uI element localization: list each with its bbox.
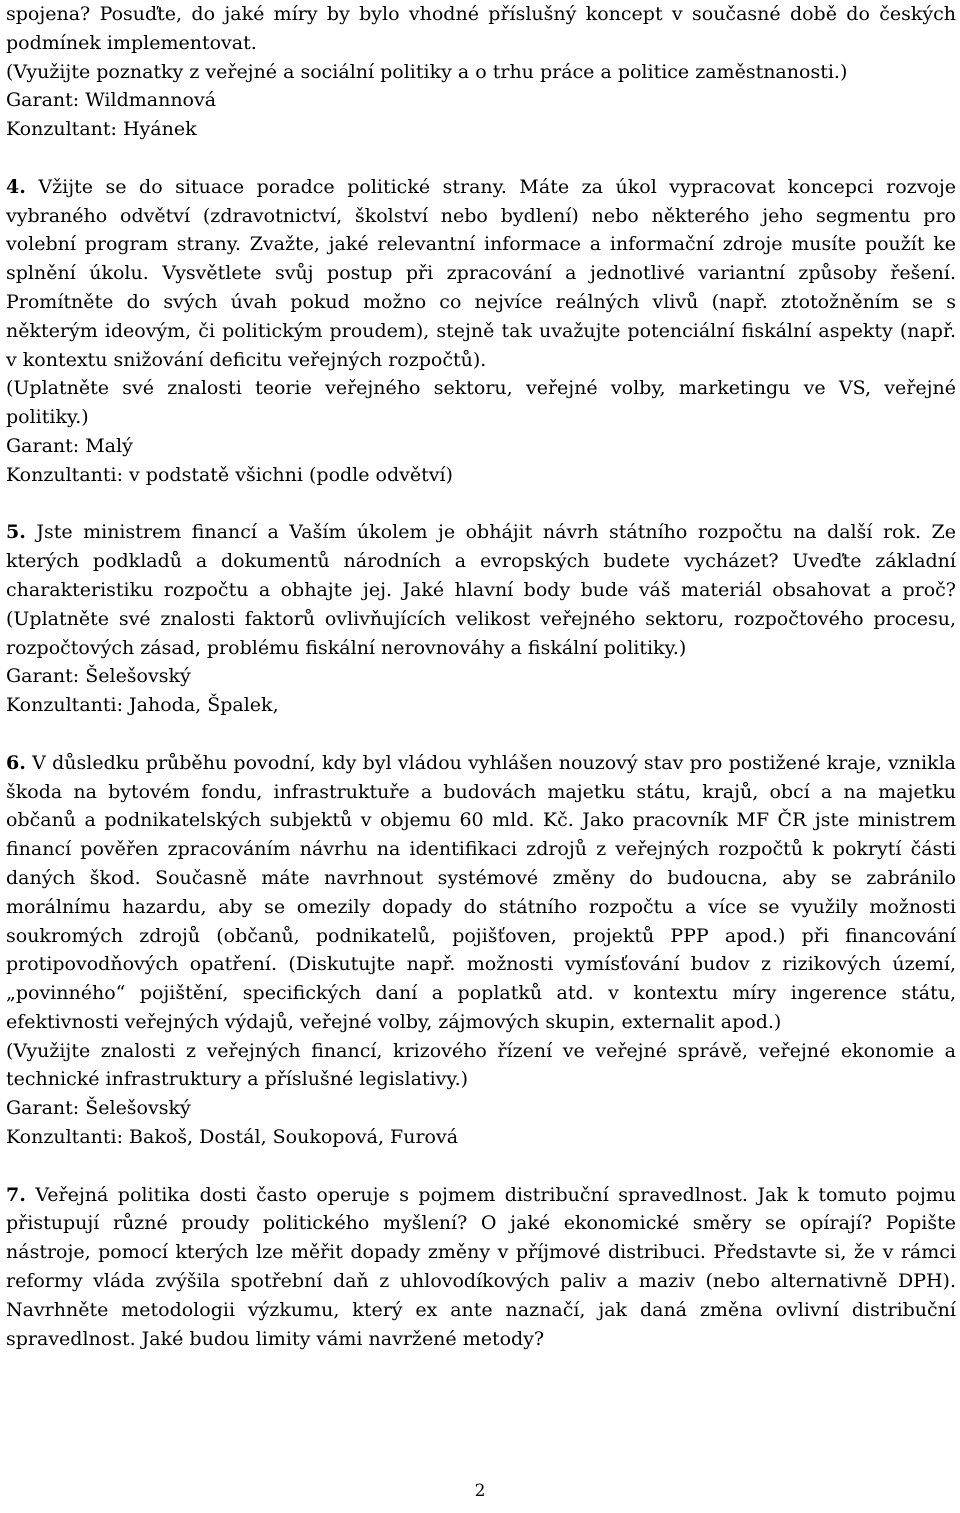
- topic-5-garant: Garant: Šelešovský: [6, 665, 191, 688]
- intro-note: (Využijte poznatky z veřejné a sociální politiky a o trhu práce a politice zaměstnanosti.): [6, 60, 848, 83]
- topic-6-number: 6.: [6, 751, 26, 774]
- topic-5-paragraph: [6, 518, 956, 662]
- topic-4-konzultant: Konzultanti: v podstatě všichni (podle odvětví): [6, 463, 453, 486]
- spacer: [6, 490, 956, 519]
- page-number: 2: [474, 1481, 486, 1501]
- topic-4-paragraph: [6, 173, 956, 375]
- spacer: [6, 720, 956, 749]
- topic-6-text: V důsledku průběhu povodní, kdy byl vládou vyhlášen nouzový stav pro postižené kraje, vznikla škoda na bytovém fondu, infrastruktuře a budovách majetku státu, krajů, obcí a na majetku občanů a podnikatelských subjektů v objemu 60 mld. Kč. Jako pracovník MF ČR jste ministrem financí pověřen zpracováním návrhu na identifikaci zdrojů z veřejných rozpočtů k pokrytí části daných škod. Současně máte navrhnout systémové změny do budoucna, aby se zabránilo morálnímu hazardu, aby se omezily dopady do státního rozpočtu a více se využily možnosti soukromých zdrojů (občanů, podnikatelů, pojišťoven, projektů PPP apod.) při financování protipovodňových opatření. (Diskutujte např. možnosti vymísťování budov z rizikových území, „povinného“ pojištění, specifických daní a poplatků atd. v kontextu míry ingerence státu, efektivnosti veřejných výdajů, veřejné volby, zájmových skupin, externalit apod.): [6, 751, 956, 1033]
- spacer: [6, 144, 956, 173]
- topic-5-konzultant: Konzultanti: Jahoda, Špalek,: [6, 694, 279, 717]
- spacer: [6, 1152, 956, 1181]
- topic-6-paragraph: [6, 749, 956, 1037]
- document-page: [6, 0, 956, 1353]
- topic-4-garant: Garant: Malý: [6, 434, 133, 457]
- topic-5-number: 5.: [6, 521, 26, 544]
- topic-6-konzultant: Konzultanti: Bakoš, Dostál, Soukopová, Furová: [6, 1126, 459, 1149]
- intro-garant: Garant: Wildmannová: [6, 89, 217, 112]
- topic-6-note: (Využijte znalosti z veřejných financí, krizového řízení ve veřejné správě, veřejné ekonomie a technické infrastruktury a příslušné legislativy.): [6, 1039, 956, 1091]
- topic-4-note: (Uplatněte své znalosti teorie veřejného sektoru, veřejné volby, marketingu ve VS, veřejné politiky.): [6, 377, 956, 429]
- topic-7-text: Veřejná politika dosti často operuje s pojmem distribuční spravedlnost. Jak k tomuto pojmu přistupují různé proudy politického myšlení? O jaké ekonomické směry se opírají? Popište nástroje, pomocí kterých lze měřit dopady změny v příjmové distribuci. Představte si, že v rámci reformy vláda zvýšila spotřební daň z uhlovodíkových paliv a maziv (nebo alternativně DPH). Navrhněte metodologii výzkumu, který ex ante naznačí, jak daná změna ovlivní distribuční spravedlnost. Jaké budou limity vámi navržené metody?: [6, 1183, 956, 1350]
- intro-paragraph: spojena? Posuďte, do jaké míry by bylo vhodné příslušný koncept v současné době do českých podmínek implementovat.: [6, 3, 956, 54]
- topic-6-garant: Garant: Šelešovský: [6, 1097, 191, 1120]
- topic-5-text: Jste ministrem financí a Vaším úkolem je obhájit návrh státního rozpočtu na další rok. Ze kterých podkladů a dokumentů národních a evropských budete vycházet? Uveďte základní charakteristiku rozpočtu a obhajte jej. Jaké hlavní body bude váš materiál obsahovat a proč? (Uplatněte své znalosti faktorů ovlivňujících velikost veřejného sektoru, rozpočtového procesu, rozpočtových zásad, problému fiskální nerovnováhy a fiskální politiky.): [6, 521, 956, 659]
- topic-4-number: 4.: [6, 175, 26, 198]
- topic-4-text: Vžijte se do situace poradce politické strany. Máte za úkol vypracovat koncepci rozvoje vybraného odvětví (zdravotnictví, školství nebo bydlení) nebo některého jeho segmentu pro volební program strany. Zvažte, jaké relevantní informace a informační zdroje musíte použít ke splnění úkolu. Vysvětlete svůj postup při zpracování a jednotlivé variantní způsoby řešení. Promítněte do svých úvah pokud možno co nejvíce reálných vlivů (např. ztotožněním se s některým ideovým, či politickým proudem), stejně tak uvažujte potenciální fiskální aspekty (např. v kontextu snižování deficitu veřejných rozpočtů).: [6, 175, 956, 371]
- topic-7-paragraph: [6, 1181, 956, 1354]
- topic-7-number: 7.: [6, 1183, 26, 1206]
- intro-konzultant: Konzultant: Hyánek: [6, 118, 197, 141]
